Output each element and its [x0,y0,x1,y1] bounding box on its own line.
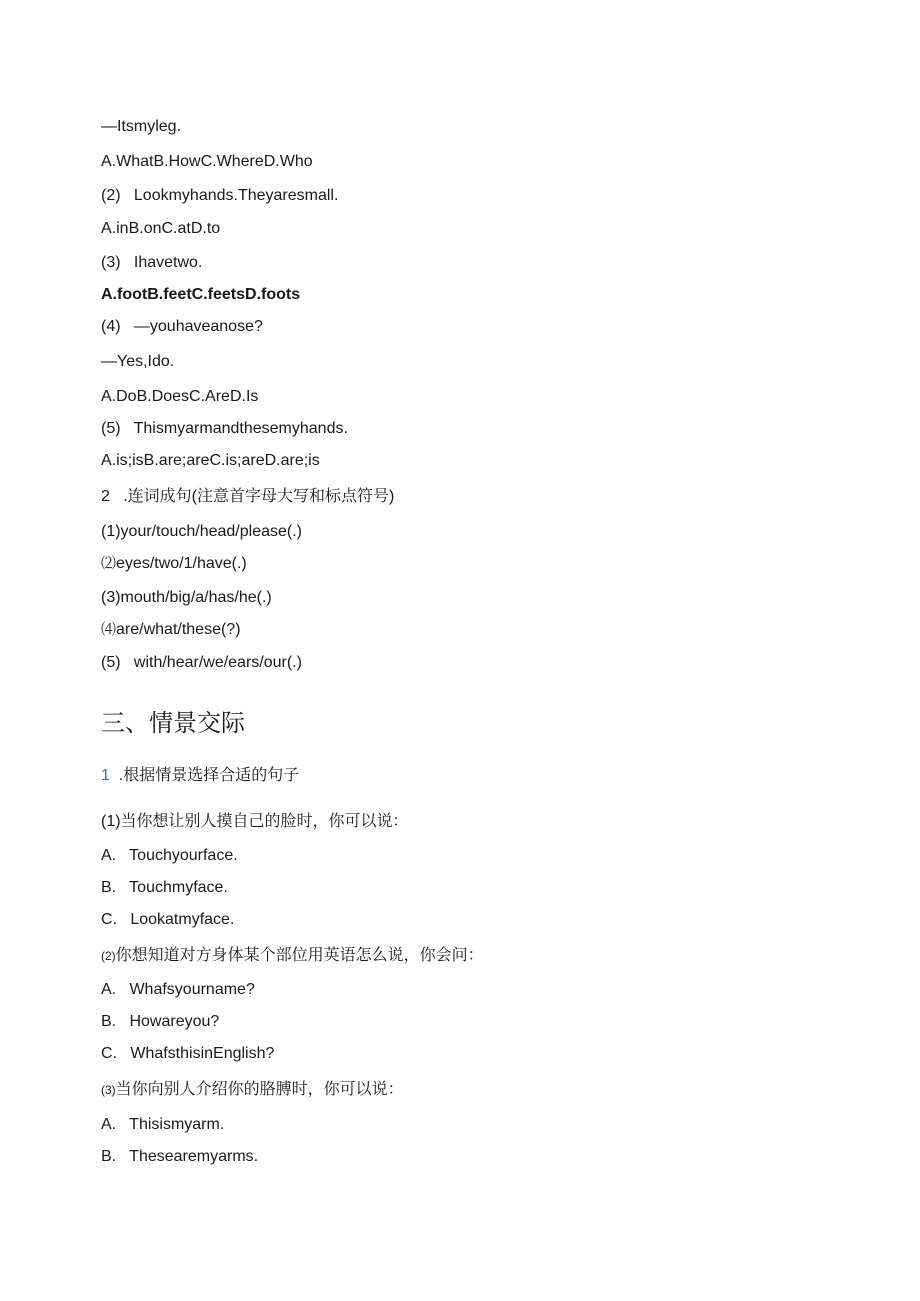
q3-stem: (3) Ihavetwo. [101,254,203,271]
word-order-item-2 [101,553,247,574]
word-order-item-4 [101,619,241,640]
q2-stem: (2) Lookmyhands.Theyaresmall. [101,187,339,204]
word-order-item-3: (3)mouth/big/a/has/he(.) [101,589,272,606]
q4-stem: (4) —youhaveanose? [101,318,263,335]
situation-3-option-b: B. Thesearemyarms. [101,1148,259,1165]
situation-number: (3) [101,1083,116,1097]
situation-3-stem [101,1080,404,1100]
q1-options: A.WhatB.HowC.WhereD.Who [101,153,313,170]
item-number: ⑵ [101,554,117,572]
q3-options: A.footB.feetC.feetsD.foots [101,286,301,303]
section-heading: 三、情景交际 [101,710,245,737]
q1-answer-line: —Itsmyleg. [101,118,182,135]
situation-2-option-b: B. Howareyou? [101,1013,220,1030]
item-text: eyes/two/1/have(.) [116,555,247,572]
situation-2-option-a: A. Whafsyourname? [101,981,255,998]
situation-1-option-a: A. Touchyourface. [101,847,238,864]
word-order-title: 2 .连词成句(注意首字母大写和标点符号) [101,488,395,505]
q4-answer-line: —Yes,Ido. [101,353,175,370]
item-number: ⑷ [101,620,117,638]
question-title: .根据情景选择合适的句子 [109,767,300,784]
situation-2-option-c: C. WhafsthisinEnglish? [101,1045,275,1062]
q4-options: A.DoB.DoesC.AreD.Is [101,388,259,405]
question-number: 1 [101,767,110,784]
q5-stem: (5) Thismyarmandthesemyhands. [101,420,348,437]
situation-1-option-c: C. Lookatmyface. [101,911,235,928]
situation-text: 你想知道对方身体某个部位用英语怎么说，你会问： [115,947,484,964]
word-order-item-1: (1)your/touch/head/please(.) [101,523,302,540]
situation-1-stem: (1)当你想让别人摸自己的脸时，你可以说： [101,813,409,830]
situation-number: (2) [101,949,116,963]
situation-1-option-b: B. Touchmyface. [101,879,228,896]
q5-options: A.is;isB.are;areC.is;areD.are;is [101,452,320,469]
situation-question-title [101,766,299,786]
item-text: are/what/these(?) [116,621,241,638]
word-order-item-5: (5) with/hear/we/ears/our(.) [101,654,302,671]
q2-options: A.inB.onC.atD.to [101,220,221,237]
situation-3-option-a: A. Thisismyarm. [101,1116,225,1133]
situation-text: 当你向别人介绍你的胳膊时，你可以说： [115,1081,404,1098]
situation-2-stem [101,946,484,966]
